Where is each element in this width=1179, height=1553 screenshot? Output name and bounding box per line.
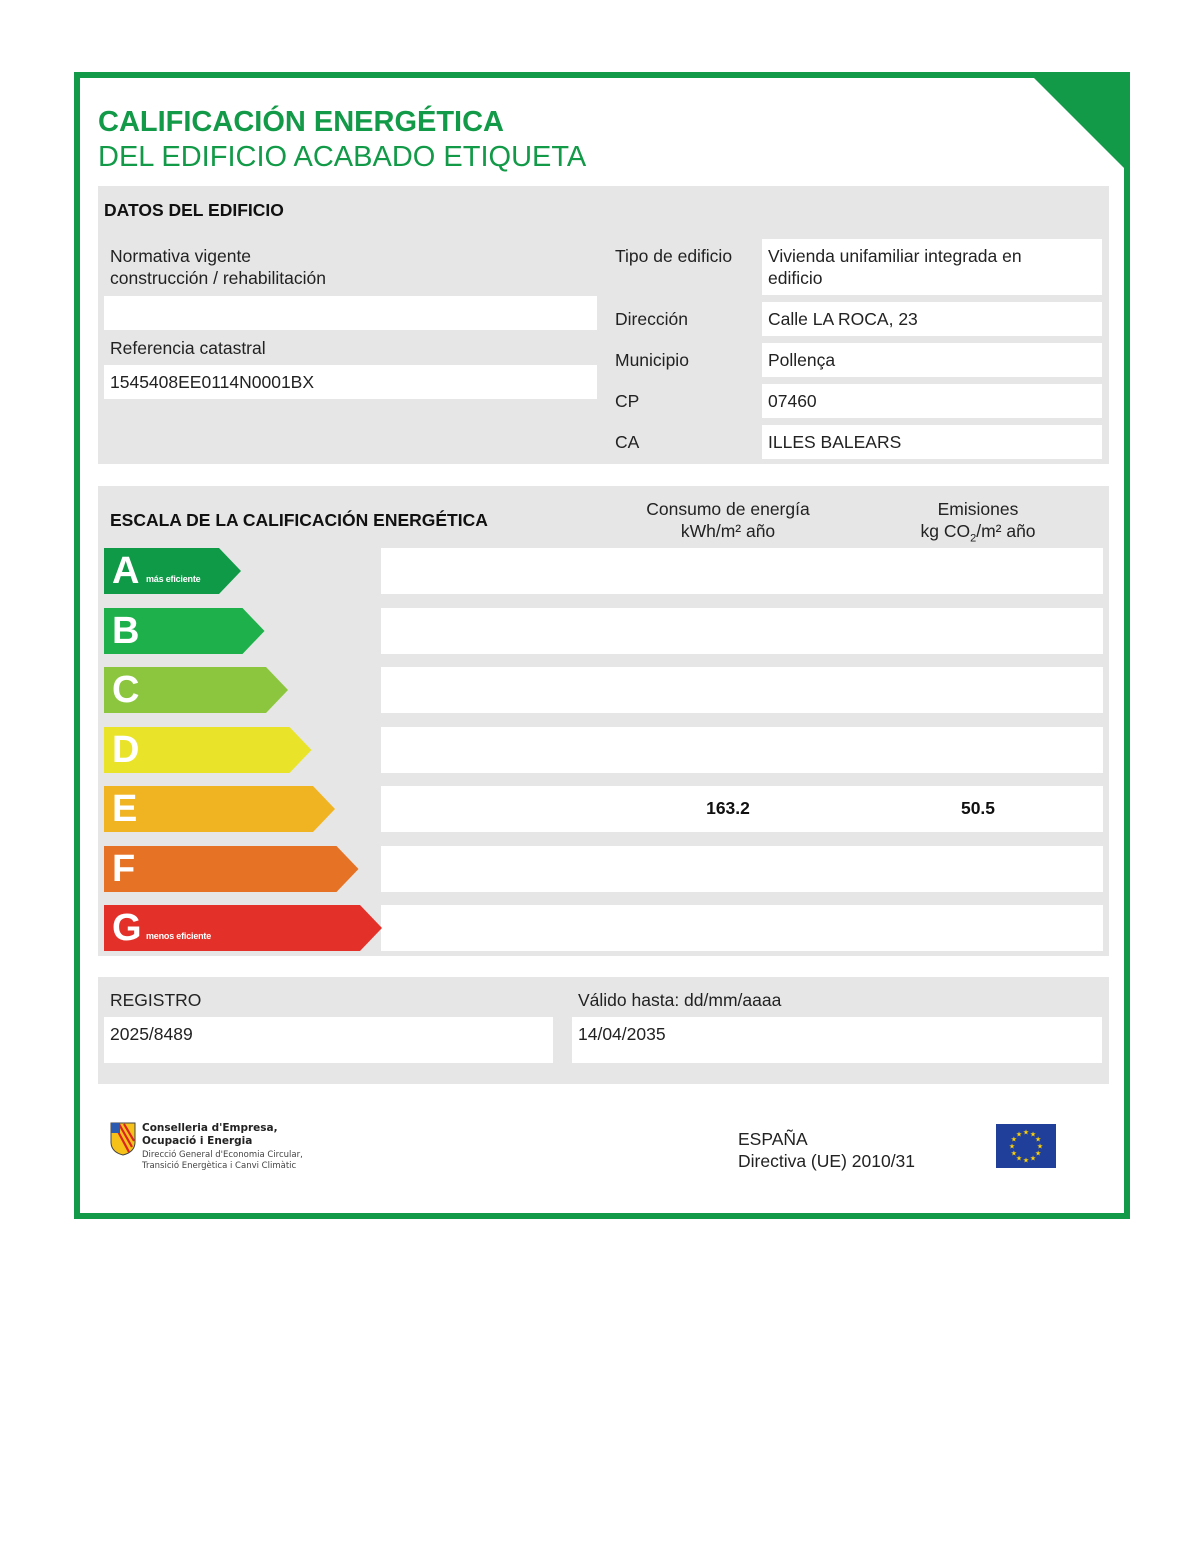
coat-of-arms-icon [110, 1122, 136, 1156]
eu-flag-icon [996, 1124, 1056, 1168]
eu-flag [996, 1124, 1056, 1173]
scale-section-title: ESCALA DE LA CALIFICACIÓN ENERGÉTICA [110, 510, 488, 530]
rating-sub-label: menos eficiente [146, 931, 212, 941]
balearic-government-logo [110, 1122, 136, 1161]
title-line-1: CALIFICACIÓN ENERGÉTICA [98, 106, 504, 138]
rating-row-bar [381, 548, 1103, 594]
energy-label-frame [74, 72, 1130, 1219]
energy-scale-section [98, 486, 1109, 956]
ref-catastral-label: Referencia catastral [110, 338, 266, 358]
emisiones-header: Emisiones kg $CO_2/m^2$ año [920, 499, 1036, 545]
normativa-value [104, 296, 597, 330]
cp-label: CP [615, 391, 640, 411]
eu-star-icon: ★ [1008, 1143, 1016, 1151]
country-directive: ESPAÑA Directiva (UE) 2010/31 [738, 1129, 916, 1171]
tipo-edificio-value: Vivienda unifamiliar integrada en edificio [762, 239, 1102, 295]
rating-row-bar [381, 905, 1103, 951]
consumo-header: Consumo de energía kWh/m² año [646, 499, 810, 541]
title-line-2: DEL EDIFICIO ACABADO ETIQUETA [98, 141, 587, 173]
rating-letter: G [112, 907, 142, 949]
org-department: Direcció General d'Economia Circular, Transició Energètica i Canvi Climàtic [142, 1150, 303, 1171]
rating-sub-label: más eficiente [146, 574, 201, 584]
eu-star-icon: ★ [1034, 1136, 1042, 1144]
eu-star-icon: ★ [1029, 1155, 1037, 1163]
registro-value: 2025/8489 [104, 1017, 553, 1063]
eu-star-icon: ★ [1010, 1150, 1018, 1158]
normativa-label: Normativa vigente construcción / rehabilitación [110, 246, 326, 288]
rating-row-bar [381, 667, 1103, 713]
rating-row-c [104, 667, 1103, 713]
rating-row-b [104, 608, 1103, 654]
eu-star-icon: ★ [1010, 1136, 1018, 1144]
municipio-label: Municipio [615, 350, 689, 370]
rating-row-f [104, 846, 1103, 892]
building-section-title: DATOS DEL EDIFICIO [104, 200, 284, 220]
eu-star-icon: ★ [1015, 1131, 1023, 1139]
rating-row-a [104, 548, 1103, 594]
building-data-section [98, 186, 1109, 464]
rating-letter: A [112, 550, 140, 592]
cp-value: 07460 [762, 384, 1102, 418]
rating-row-g [104, 905, 1103, 951]
eu-star-icon: ★ [1034, 1150, 1042, 1158]
corner-triangle [1033, 77, 1125, 169]
tipo-edificio-label: Tipo de edificio [615, 246, 733, 266]
rating-arrow-g [104, 905, 382, 951]
rating-row-bar [381, 846, 1103, 892]
valido-value: 14/04/2035 [572, 1017, 1102, 1063]
direccion-label: Dirección [615, 309, 688, 329]
rating-row-e [104, 786, 1103, 832]
rating-arrow-f [104, 846, 359, 892]
consumo-value: 163.2 [706, 798, 750, 818]
rating-letter: E [112, 788, 138, 830]
rating-row-d [104, 727, 1103, 773]
direccion-value: Calle LA ROCA, 23 [762, 302, 1102, 336]
ca-label: CA [615, 432, 640, 452]
eu-star-icon: ★ [1036, 1143, 1044, 1151]
eu-star-icon: ★ [1022, 1129, 1030, 1137]
rating-row-bar [381, 608, 1103, 654]
registro-label: REGISTRO [110, 990, 202, 1010]
registry-section [98, 977, 1109, 1084]
valido-label: Válido hasta: dd/mm/aaaa [578, 990, 782, 1010]
eu-star-icon: ★ [1022, 1157, 1030, 1165]
municipio-value: Pollença [762, 343, 1102, 377]
ca-value: ILLES BALEARS [762, 425, 1102, 459]
rating-arrow-e [104, 786, 335, 832]
ref-catastral-value: 1545408EE0114N0001BX [104, 365, 597, 399]
eu-star-icon: ★ [1015, 1155, 1023, 1163]
rating-letter: C [112, 669, 140, 711]
emisiones-value: 50.5 [960, 798, 996, 818]
rating-letter: B [112, 609, 140, 652]
rating-row-bar [381, 727, 1103, 773]
eu-star-icon: ★ [1029, 1131, 1037, 1139]
org-name: Conselleria d'Empresa, Ocupació i Energia [142, 1122, 278, 1147]
rating-letter: D [112, 728, 140, 771]
rating-letter: F [112, 847, 136, 890]
